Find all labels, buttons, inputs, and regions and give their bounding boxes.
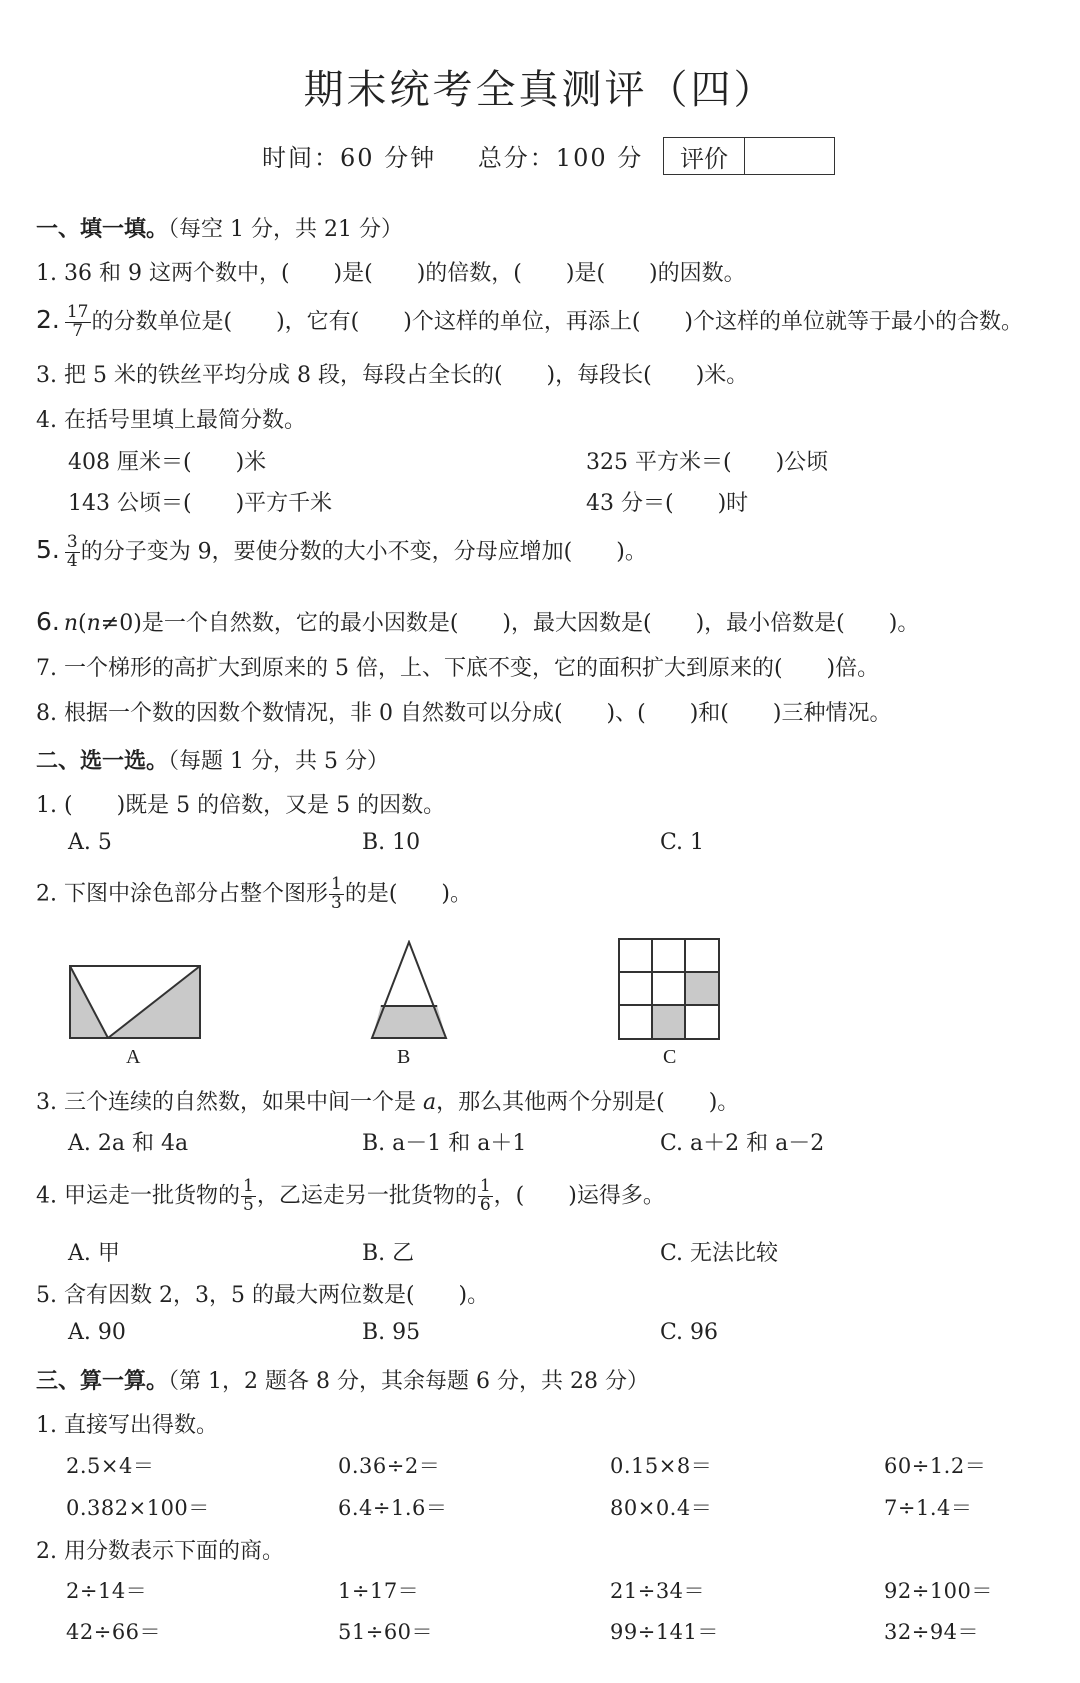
fraction-numerator: 1 (479, 1176, 491, 1196)
time-limit: 时间：60 分钟 (262, 144, 437, 172)
s1-q4-d: 43 分＝( )时 (586, 491, 749, 516)
s3-q1-calc-2: 0.36÷2＝ (338, 1454, 441, 1478)
section3-title: 三、算一算。 (36, 1369, 169, 1394)
s3-q1: 1. 直接写出得数。 (36, 1413, 218, 1438)
s3-q2-calc-8: 32÷94＝ (884, 1620, 980, 1644)
s3-q2: 2. 用分数表示下面的商。 (36, 1539, 284, 1564)
s2-q5-option-b[interactable]: B. 95 (362, 1320, 421, 1345)
s3-q2-calc-3: 21÷34＝ (610, 1579, 706, 1603)
fraction-denominator: 5 (242, 1194, 254, 1215)
section1-heading (36, 212, 403, 243)
s3-q1-calc-7: 80×0.4＝ (610, 1496, 713, 1520)
s2-q4-option-b[interactable]: B. 乙 (362, 1241, 415, 1266)
s2-q2 (36, 876, 472, 913)
fraction-denominator: 7 (72, 320, 84, 341)
s2-q1: 1. ( )既是 5 的倍数，又是 5 的因数。 (36, 793, 446, 818)
figure-b-label[interactable]: B (397, 1046, 411, 1068)
s2-q3-text-pre: 3. 三个连续的自然数，如果中间一个是 (36, 1090, 423, 1115)
section2-heading (36, 744, 389, 775)
fraction-numerator: 1 (330, 874, 342, 894)
s1-q7: 7. 一个梯形的高扩大到原来的 5 倍，上、下底不变，它的面积扩大到原来的( )倍。 (36, 656, 880, 681)
variable-n: n (63, 611, 79, 636)
s1-q3: 3. 把 5 米的铁丝平均分成 8 段，每段占全长的( )，每段长( )米。 (36, 363, 749, 388)
s1-q6-condition: ≠0) (100, 611, 142, 636)
fraction-denominator: 3 (330, 892, 342, 913)
s3-q1-calc-4: 60÷1.2＝ (884, 1454, 987, 1478)
s1-q2-number: 2. (36, 305, 60, 335)
s1-q6-number: 6. (36, 607, 60, 636)
s2-q3-option-a[interactable]: A. 2a 和 4a (68, 1131, 189, 1156)
section2-note: （每题 1 分，共 5 分） (168, 749, 389, 774)
s1-q4-c: 143 公顷＝( )平方千米 (68, 491, 333, 516)
s2-q4-option-c[interactable]: C. 无法比较 (660, 1241, 779, 1266)
s1-q5-text: 的分子变为 9，要使分数的大小不变，分母应增加( )。 (80, 539, 647, 565)
s2-q4-text-pre: 4. 甲运走一批货物的 (36, 1183, 240, 1209)
fraction-3-4 (65, 534, 80, 571)
section2-title: 二、选一选。 (36, 749, 169, 774)
variable-n-condition: n (86, 611, 101, 636)
s2-q3-text-post: ，那么其他两个分别是( )。 (436, 1090, 740, 1115)
s2-q1-option-a[interactable]: A. 5 (68, 830, 112, 855)
figure-b (370, 940, 448, 1040)
s2-q3 (36, 1085, 739, 1116)
s1-q4-b: 325 平方米＝( )公顷 (586, 450, 829, 475)
s2-q4-text-mid: ，乙运走另一批货物的 (256, 1183, 477, 1209)
s2-q3-option-c[interactable]: C. a＋2 和 a－2 (660, 1131, 825, 1156)
s2-q5-option-c[interactable]: C. 96 (660, 1320, 719, 1345)
fraction-numerator: 17 (66, 302, 89, 322)
s2-q1-option-c[interactable]: C. 1 (660, 830, 705, 855)
section3-note: （第 1，2 题各 8 分，其余每题 6 分，共 28 分） (168, 1369, 649, 1394)
exam-meta (262, 138, 675, 173)
s2-q5-option-a[interactable]: A. 90 (68, 1320, 126, 1345)
s1-q5-number: 5. (36, 535, 60, 565)
s3-q1-calc-8: 7÷1.4＝ (884, 1496, 973, 1520)
s1-q2-text: 的分数单位是( )，它有( )个这样的单位，再添上( )个这样的单位就等于最小的合数。 (91, 309, 1024, 335)
fraction-numerator: 3 (66, 532, 78, 552)
page-title: 期末统考全真测评（四） (303, 67, 777, 113)
grade-box (663, 137, 835, 175)
s2-q2-text-pre: 2. 下图中涂色部分占整个图形 (36, 881, 328, 907)
s3-q2-calc-1: 2÷14＝ (66, 1579, 148, 1603)
s1-q2 (36, 304, 1023, 341)
fraction-1-6 (478, 1178, 493, 1215)
s1-q4: 4. 在括号里填上最简分数。 (36, 408, 306, 433)
figure-c (617, 937, 721, 1041)
s1-q1: 1. 36 和 9 这两个数中，( )是( )的倍数，( )是( )的因数。 (36, 261, 746, 286)
s1-q4-a: 408 厘米＝( )米 (68, 450, 267, 475)
figure-c-label[interactable]: C (663, 1046, 677, 1068)
figure-a-label[interactable]: A (126, 1046, 141, 1068)
s2-q4-text-post: ，( )运得多。 (493, 1183, 665, 1209)
s1-q6-text: 是一个自然数，它的最小因数是( )，最大因数是( )，最小倍数是( )。 (141, 611, 920, 636)
variable-a: a (422, 1090, 437, 1115)
s1-q6 (36, 606, 919, 637)
fraction-numerator: 1 (242, 1176, 254, 1196)
s2-q2-text-post: 的是( )。 (344, 881, 472, 907)
section1-note: （每空 1 分，共 21 分） (168, 217, 403, 242)
s3-q1-calc-5: 0.382×100＝ (66, 1496, 210, 1520)
s1-q8: 8. 根据一个数的因数个数情况，非 0 自然数可以分成( )、( )和( )三种情况。 (36, 701, 892, 726)
section1-title: 一、填一填。 (36, 217, 169, 242)
s2-q3-option-b[interactable]: B. a－1 和 a＋1 (362, 1131, 527, 1156)
total-score: 总分：100 分 (477, 144, 644, 172)
s3-q2-calc-2: 1÷17＝ (338, 1579, 420, 1603)
s3-q2-calc-4: 92÷100＝ (884, 1579, 993, 1603)
section3-heading (36, 1364, 649, 1395)
fraction-denominator: 6 (479, 1194, 491, 1215)
figure-a (68, 964, 202, 1040)
fraction-17-7 (65, 304, 91, 341)
s3-q2-calc-5: 42÷66＝ (66, 1620, 162, 1644)
fraction-denominator: 4 (66, 550, 78, 571)
s2-q1-option-b[interactable]: B. 10 (362, 830, 421, 855)
fraction-1-3 (329, 876, 344, 913)
s1-q5 (36, 534, 647, 571)
s3-q2-calc-6: 51÷60＝ (338, 1620, 434, 1644)
s3-q1-calc-3: 0.15×8＝ (610, 1454, 713, 1478)
s2-q4-option-a[interactable]: A. 甲 (68, 1241, 120, 1266)
s3-q1-calc-1: 2.5×4＝ (66, 1454, 155, 1478)
grade-field[interactable] (745, 138, 834, 174)
grade-label: 评价 (664, 138, 745, 174)
s2-q4 (36, 1178, 665, 1215)
fraction-1-5 (241, 1178, 256, 1215)
s1-q6-cond-open: ( (78, 611, 87, 636)
s3-q2-calc-7: 99÷141＝ (610, 1620, 719, 1644)
s2-q5: 5. 含有因数 2，3，5 的最大两位数是( )。 (36, 1283, 490, 1308)
s3-q1-calc-6: 6.4÷1.6＝ (338, 1496, 448, 1520)
